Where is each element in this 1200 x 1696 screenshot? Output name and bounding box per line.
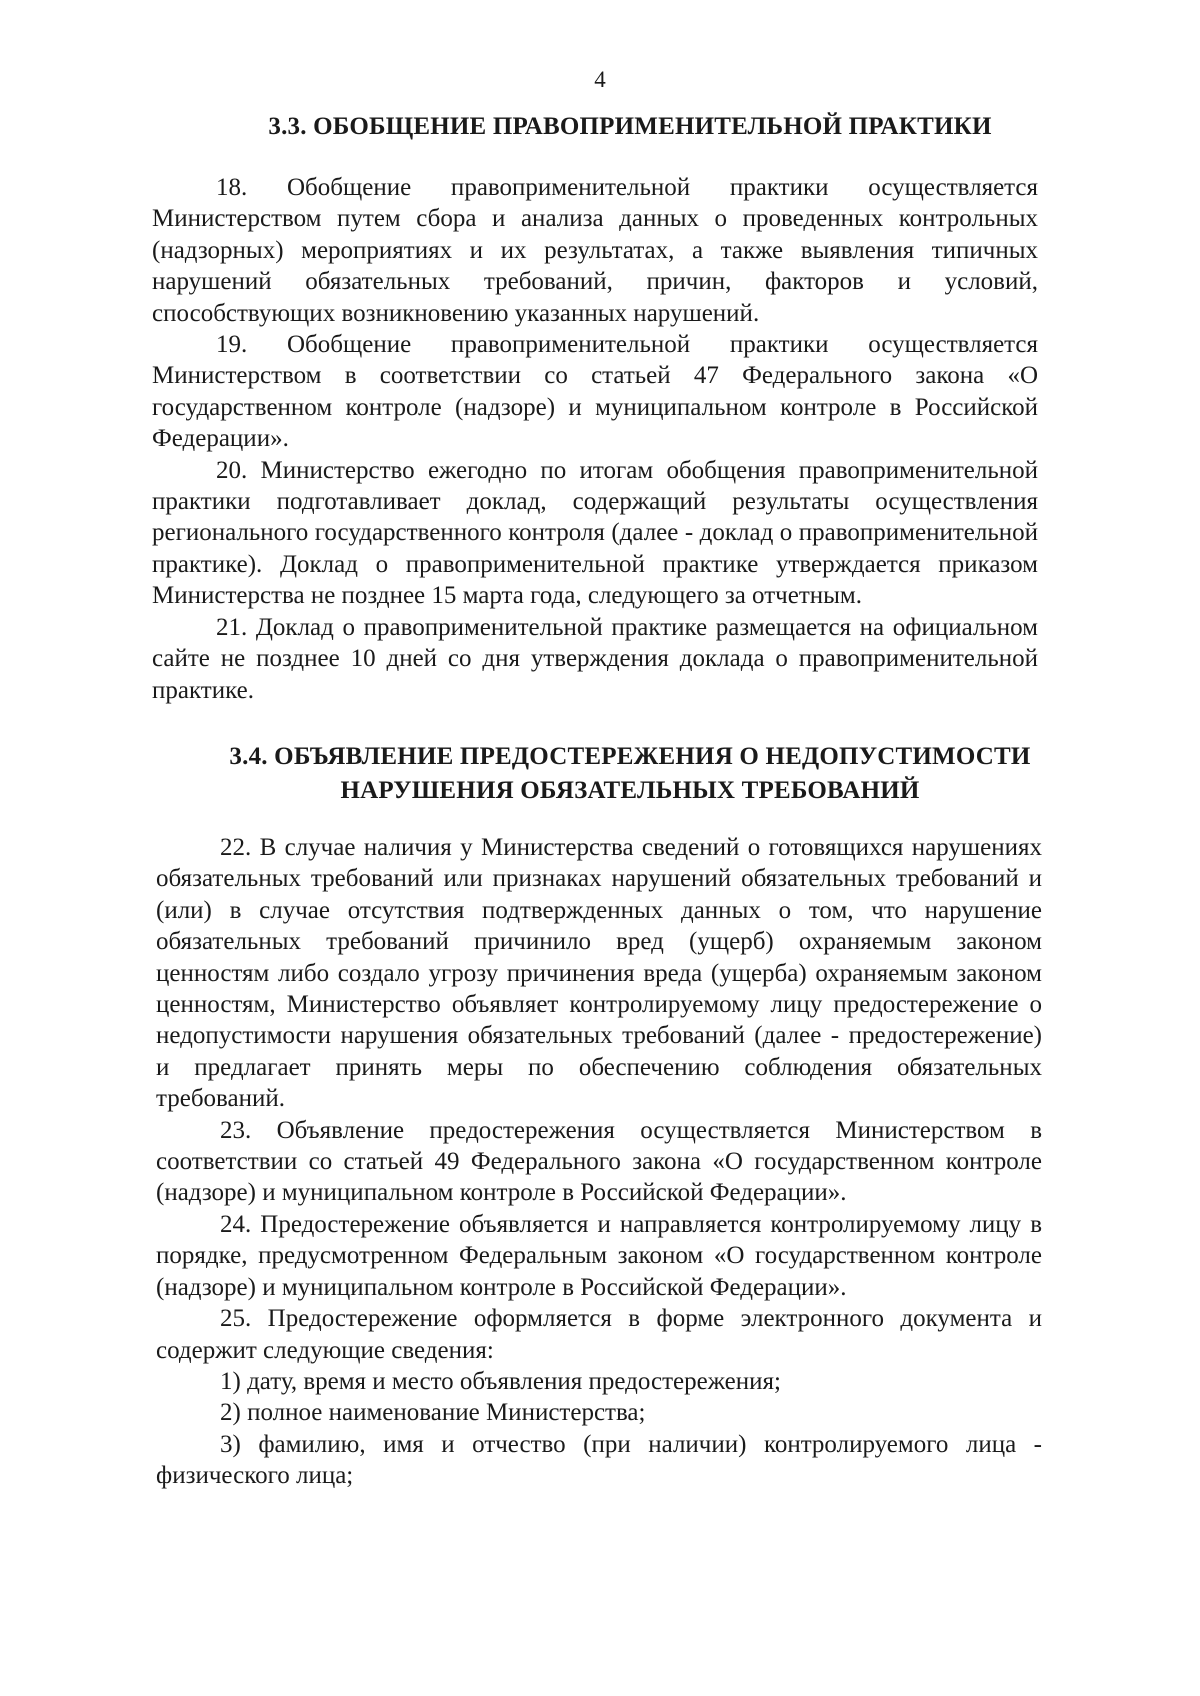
section-3-4-body [156,832,1042,1492]
section-3-3-title-text: 3.3. ОБОБЩЕНИЕ ПРАВОПРИМЕНИТЕЛЬНОЙ ПРАКТИКИ [268,113,992,140]
paragraph-22: 22. В случае наличия у Министерства сведений о готовящихся нарушениях обязательных требований или признаках нарушений обязательных требований и (или) в случае отсутствия подтвержденных данных о том, что нарушение обязательных требований причинило вред (ущерб) охраняемым законом ценностям либо создало угрозу причинения вреда (ущерба) охраняемым законом ценностям, Министерство объявляет контролируемому лицу предостережение о недопустимости нарушения обязательных требований (далее - предостережение) и предлагает принять меры по обеспечению соблюдения обязательных требований. [156,834,1042,1113]
list-item-3: 3) фамилию, имя и отчество (при наличии) контролируемого лица - физического лица; [156,1430,1042,1490]
section-3-3-body [152,172,1038,706]
paragraph-24: 24. Предостережение объявляется и направляется контролируемому лицу в порядке, предусмотренном Федеральным законом «О государственном контроле (надзоре) и муниципальном контроле в Российской Федерации». [156,1210,1042,1301]
page-number: 4 [594,67,606,92]
section-3-4-title-line1: 3.4. ОБЪЯВЛЕНИЕ ПРЕДОСТЕРЕЖЕНИЯ О НЕДОПУСТИМОСТИ [229,743,1031,770]
section-3-4-title [150,740,1110,808]
paragraph-18: 18. Обобщение правоприменительной практики осуществляется Министерством путем сбора и анализа данных о проведенных контрольных (надзорных) мероприятиях и их результатах, а также выявления типичных нарушений обязательных требований, причин, факторов и условий, способствующих возникновению указанных нарушений. [152,174,1038,327]
list-item-1: 1) дату, время и место объявления предостережения; [220,1367,781,1395]
paragraph-19: 19. Обобщение правоприменительной практики осуществляется Министерством в соответствии со статьей 47 Федерального закона «О государственном контроле (надзоре) и муниципальном контроле в Российской Федерации». [152,331,1038,453]
list-item-2: 2) полное наименование Министерства; [220,1399,646,1427]
paragraph-25: 25. Предостережение оформляется в форме электронного документа и содержит следующие сведения: [156,1305,1042,1364]
section-3-3-title [150,110,1110,144]
paragraph-20: 20. Министерство ежегодно по итогам обобщения правоприменительной практики подготавливает доклад, содержащий результаты осуществления регионального государственного контроля (далее - доклад о правоприменительной практике). Доклад о правоприменительной практике утверждается приказом Министерства не позднее 15 марта года, следующего за отчетным. [152,456,1038,610]
paragraph-21: 21. Доклад о правоприменительной практике размещается на официальном сайте не позднее 10 дней со дня утверждения доклада о правоприменительной практике. [152,613,1038,704]
section-3-4-title-line2: НАРУШЕНИЯ ОБЯЗАТЕЛЬНЫХ ТРЕБОВАНИЙ [340,777,920,804]
paragraph-23: 23. Объявление предостережения осуществляется Министерством в соответствии со статьей 49 Федерального закона «О государственном контроле (надзоре) и муниципальном контроле в Российской Федерации». [156,1116,1042,1207]
